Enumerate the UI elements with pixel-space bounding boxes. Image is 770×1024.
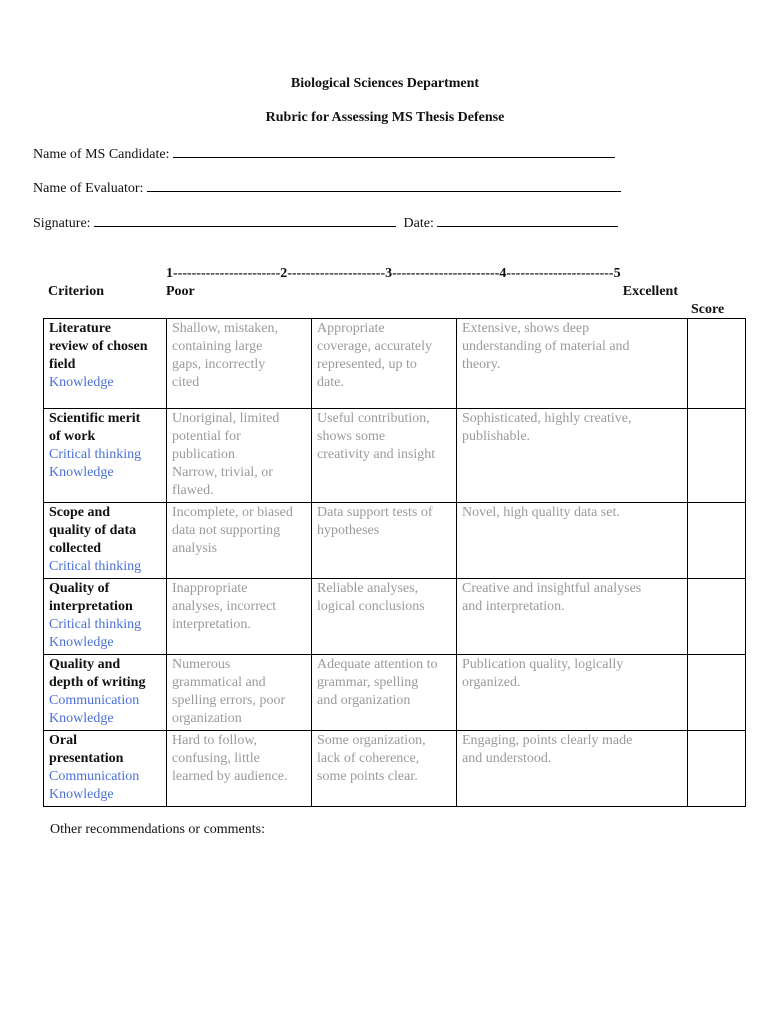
outcome-tag: Knowledge (49, 635, 114, 650)
outcome-tag: Critical thinking (49, 559, 142, 574)
scale-poor-label: Poor (166, 284, 195, 299)
descriptor-text: some points clear. (317, 769, 418, 784)
descriptor-text: Hard to follow, (172, 733, 258, 748)
rubric-row (44, 655, 746, 731)
descriptor-text: gaps, incorrectly (172, 357, 266, 372)
outcome-tag: Knowledge (49, 375, 114, 390)
evaluator-field (33, 179, 621, 197)
descriptor-text: Reliable analyses, (317, 581, 419, 596)
scale-excellent-label: Excellent (622, 284, 678, 299)
descriptor-text: organization (172, 711, 242, 726)
descriptor-text: interpretation. (172, 617, 251, 632)
rubric-row (44, 319, 746, 409)
signature-line[interactable] (94, 214, 396, 227)
department-title: Biological Sciences Department (290, 76, 480, 91)
outcome-tag: Knowledge (49, 711, 114, 726)
rubric-row (44, 503, 746, 579)
mid-descriptor-cell (312, 579, 457, 655)
descriptor-text: Some organization, (317, 733, 426, 748)
criterion-name: depth of writing (49, 675, 146, 690)
descriptor-text: spelling errors, poor (172, 693, 286, 708)
signature-field (33, 214, 618, 232)
descriptor-text: publication (172, 447, 235, 462)
mid-descriptor-cell (312, 319, 457, 409)
score-cell[interactable] (688, 319, 746, 409)
date-label: Date: (403, 216, 434, 231)
score-cell[interactable] (688, 503, 746, 579)
excellent-descriptor-cell (457, 319, 688, 409)
outcome-tag: Communication (49, 693, 140, 708)
descriptor-text: theory. (462, 357, 501, 372)
descriptor-text: Extensive, shows deep (462, 321, 590, 336)
descriptor-text: Data support tests of (317, 505, 433, 520)
descriptor-text: and interpretation. (462, 599, 565, 614)
descriptor-text: Appropriate (317, 321, 385, 336)
candidate-field (33, 145, 615, 163)
descriptor-text: Shallow, mistaken, (172, 321, 279, 336)
descriptor-text: grammar, spelling (317, 675, 419, 690)
mid-descriptor-cell (312, 731, 457, 807)
descriptor-text: grammatical and (172, 675, 266, 690)
poor-descriptor-cell (167, 409, 312, 503)
descriptor-text: Novel, high quality data set. (462, 505, 620, 520)
descriptor-text: understanding of material and (462, 339, 630, 354)
rubric-row (44, 409, 746, 503)
outcome-tag: Knowledge (49, 465, 114, 480)
poor-descriptor-cell (167, 319, 312, 409)
rubric-row (44, 731, 746, 807)
criterion-cell (44, 655, 167, 731)
descriptor-text: organized. (462, 675, 521, 690)
date-line[interactable] (437, 214, 618, 227)
criterion-name: field (49, 357, 76, 372)
descriptor-text: creativity and insight (317, 447, 436, 462)
descriptor-text: logical conclusions (317, 599, 425, 614)
poor-descriptor-cell (167, 503, 312, 579)
criterion-name: interpretation (49, 599, 133, 614)
descriptor-text: Sophisticated, highly creative, (462, 411, 632, 426)
descriptor-text: and organization (317, 693, 411, 708)
criterion-name: review of chosen (49, 339, 148, 354)
criterion-name: Quality and (49, 657, 121, 672)
criterion-name: Literature (49, 321, 111, 336)
descriptor-text: lack of coherence, (317, 751, 420, 766)
descriptor-text: represented, up to (317, 357, 417, 372)
excellent-descriptor-cell (457, 409, 688, 503)
poor-descriptor-cell (167, 579, 312, 655)
score-cell[interactable] (688, 655, 746, 731)
poor-descriptor-cell (167, 655, 312, 731)
mid-descriptor-cell (312, 409, 457, 503)
descriptor-text: Incomplete, or biased (172, 505, 293, 520)
candidate-label: Name of MS Candidate: (33, 147, 170, 162)
evaluator-line[interactable] (147, 179, 621, 192)
outcome-tag: Communication (49, 769, 140, 784)
criterion-cell (44, 731, 167, 807)
descriptor-text: analyses, incorrect (172, 599, 277, 614)
criterion-name: Scientific merit (49, 411, 141, 426)
excellent-descriptor-cell (457, 655, 688, 731)
poor-descriptor-cell (167, 731, 312, 807)
excellent-descriptor-cell (457, 731, 688, 807)
rubric-row (44, 579, 746, 655)
descriptor-text: Inappropriate (172, 581, 248, 596)
mid-descriptor-cell (312, 503, 457, 579)
criterion-cell (44, 409, 167, 503)
criterion-header: Criterion (48, 284, 104, 299)
descriptor-text: publishable. (462, 429, 531, 444)
criterion-cell (44, 319, 167, 409)
descriptor-text: date. (317, 375, 344, 390)
rating-scale: 1-----------------------2---------------------3-----------------------4-----------------------5 (166, 266, 621, 281)
criterion-name: of work (49, 429, 96, 444)
descriptor-text: Engaging, points clearly made (462, 733, 633, 748)
descriptor-text: Adequate attention to (317, 657, 438, 672)
descriptor-text: cited (172, 375, 200, 390)
descriptor-text: shows some (317, 429, 386, 444)
descriptor-text: and understood. (462, 751, 552, 766)
rubric-title: Rubric for Assessing MS Thesis Defense (265, 110, 505, 125)
criterion-name: Oral (49, 733, 77, 748)
descriptor-text: data not supporting (172, 523, 281, 538)
criterion-name: collected (49, 541, 102, 556)
criterion-name: presentation (49, 751, 124, 766)
descriptor-text: Creative and insightful analyses (462, 581, 642, 596)
criterion-name: Scope and (49, 505, 111, 520)
excellent-descriptor-cell (457, 579, 688, 655)
descriptor-text: coverage, accurately (317, 339, 433, 354)
outcome-tag: Critical thinking (49, 447, 142, 462)
descriptor-text: Publication quality, logically (462, 657, 624, 672)
score-cell[interactable] (688, 409, 746, 503)
descriptor-text: Numerous (172, 657, 231, 672)
descriptor-text: flawed. (172, 483, 214, 498)
score-cell[interactable] (688, 731, 746, 807)
descriptor-text: Useful contribution, (317, 411, 430, 426)
descriptor-text: potential for (172, 429, 241, 444)
evaluator-label: Name of Evaluator: (33, 181, 144, 196)
outcome-tag: Knowledge (49, 787, 114, 802)
comments-label: Other recommendations or comments: (50, 822, 265, 837)
criterion-cell (44, 579, 167, 655)
candidate-line[interactable] (173, 145, 615, 158)
criterion-name: Quality of (49, 581, 110, 596)
outcome-tag: Critical thinking (49, 617, 142, 632)
score-cell[interactable] (688, 579, 746, 655)
rubric-table (43, 318, 746, 807)
descriptor-text: Unoriginal, limited (172, 411, 280, 426)
descriptor-text: confusing, little (172, 751, 260, 766)
descriptor-text: analysis (172, 541, 218, 556)
descriptor-text: hypotheses (317, 523, 380, 538)
mid-descriptor-cell (312, 655, 457, 731)
descriptor-text: containing large (172, 339, 263, 354)
criterion-name: quality of data (49, 523, 137, 538)
descriptor-text: Narrow, trivial, or (172, 465, 273, 480)
descriptor-text: learned by audience. (172, 769, 288, 784)
criterion-cell (44, 503, 167, 579)
excellent-descriptor-cell (457, 503, 688, 579)
signature-label: Signature: (33, 216, 91, 231)
score-header: Score (691, 302, 725, 317)
